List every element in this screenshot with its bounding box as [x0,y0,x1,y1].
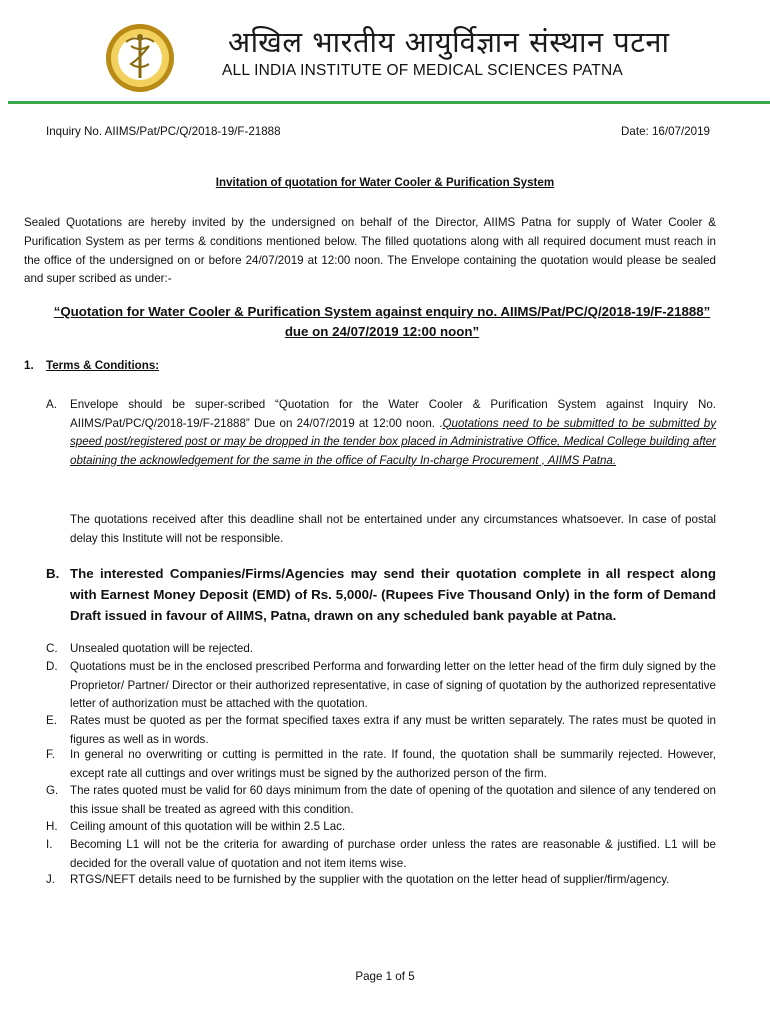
superscription-line-2: due on 24/07/2019 12:00 noon” [284,324,480,339]
term-item [46,712,716,749]
institute-name-hindi: अखिल भारतीय आयुर्विज्ञान संस्थान पटना [228,25,670,59]
inquiry-date: Date: 16/07/2019 [621,125,710,138]
term-item [46,871,716,890]
term-mark: A. [46,398,57,411]
term-a-italic: Quotations need to be submitted to be submitted by speed post/registered post or may be dropped in the tender box placed in Administrative Office, Medical College building after obtaining the acknowledgement for the same in the office of Faculty In-charge Procurement , AIIMS Patna. [70,416,716,467]
aiims-emblem-icon [104,22,176,94]
terms-number: 1. [24,359,34,372]
superscription-line-1: “Quotation for Water Cooler & Purification System against enquiry no. AIIMS/Pat/PC/Q/2018-19/F-21888” [53,304,711,319]
term-mark: G. [46,784,59,797]
term-text: Ceiling amount of this quotation will be within 2.5 Lac. [70,820,346,833]
term-item [46,818,716,837]
document-heading: Invitation of quotation for Water Cooler & Purification System [215,176,555,189]
letterhead [0,0,770,106]
term-item [46,658,716,714]
term-item [46,836,716,873]
institute-name-english: ALL INDIA INSTITUTE OF MEDICAL SCIENCES PATNA [222,62,623,79]
term-item-b [46,563,716,626]
inquiry-number: Inquiry No. AIIMS/Pat/PC/Q/2018-19/F-21888 [46,125,281,138]
term-text: Becoming L1 will not be the criteria for awarding of purchase order unless the rates are reasonable & justified. L1 will be decided for the overall value of quotation and not item items wise. [70,838,716,870]
term-text: RTGS/NEFT details need to be furnished by the supplier with the quotation on the letter head of supplier/firm/agency. [70,873,670,886]
term-mark: I. [46,838,53,851]
term-item-a [46,396,716,470]
term-mark: J. [46,873,56,886]
term-text: Rates must be quoted as per the format specified taxes extra if any must be written separately. The rates must be quoted in figures as well as in words. [70,714,716,746]
terms-label: Terms & Conditions: [46,359,160,372]
term-item [46,746,716,783]
term-a-plain: Envelope should be super-scribed “Quotation for the Water Cooler & Purification System against Inquiry No. AIIMS/Pat/PC/Q/2018-19/F-21888” Due on 24/07/2019 at 12:00 noon. . [70,398,716,430]
term-text: The rates quoted must be valid for 60 days minimum from the date of opening of the quotation and silence of any tendered on this issue shall be treated as agreed with this condition. [70,784,716,816]
term-mark: D. [46,660,58,673]
terms-heading [24,359,159,372]
intro-paragraph: Sealed Quotations are hereby invited by the undersigned on behalf of the Director, AIIMS Patna for supply of Water Cooler & Purification System as per terms & conditions mentioned below. The filled quotations along with all required document must reach in the office of the undersigned on or before 24/07/2019 at 12:00 noon. The Envelope containing the quotation would please be sealed and super scribed as under:- [24,216,716,286]
term-mark: C. [46,642,58,655]
term-item [46,782,716,819]
superscription-block [24,302,740,342]
term-mark: F. [46,748,56,761]
term-item [46,640,716,659]
header-divider [8,101,770,104]
term-text: In general no overwriting or cutting is permitted in the rate. If found, the quotation shall be summarily rejected. However, except rate all cuttings and over writings must be signed by the authorized person of the firm. [70,748,716,780]
term-text: Unsealed quotation will be rejected. [70,642,254,655]
term-text: Quotations must be in the enclosed prescribed Performa and forwarding letter on the letter head of the firm duly signed by the Proprietor/ Partner/ Director or their authorized representative, in case of signing of quotation by the authorized representative letter of authorization must be attached with the quotation. [70,660,716,711]
deadline-note: The quotations received after this deadline shall not be entertained under any circumstances whatsoever. In case of postal delay this Institute will not be responsible. [70,513,716,545]
term-text: The interested Companies/Firms/Agencies may send their quotation complete in all respect along with Earnest Money Deposit (EMD) of Rs. 5,000/- (Rupees Five Thousand Only) in the form of Demand Draft issued in favour of AIIMS, Patna, drawn on any scheduled bank payable at Patna. [70,566,716,623]
page-number: Page 1 of 5 [355,970,415,983]
term-mark: H. [46,820,58,833]
term-mark: E. [46,714,57,727]
term-mark: B. [46,566,60,581]
term-text [70,396,716,470]
